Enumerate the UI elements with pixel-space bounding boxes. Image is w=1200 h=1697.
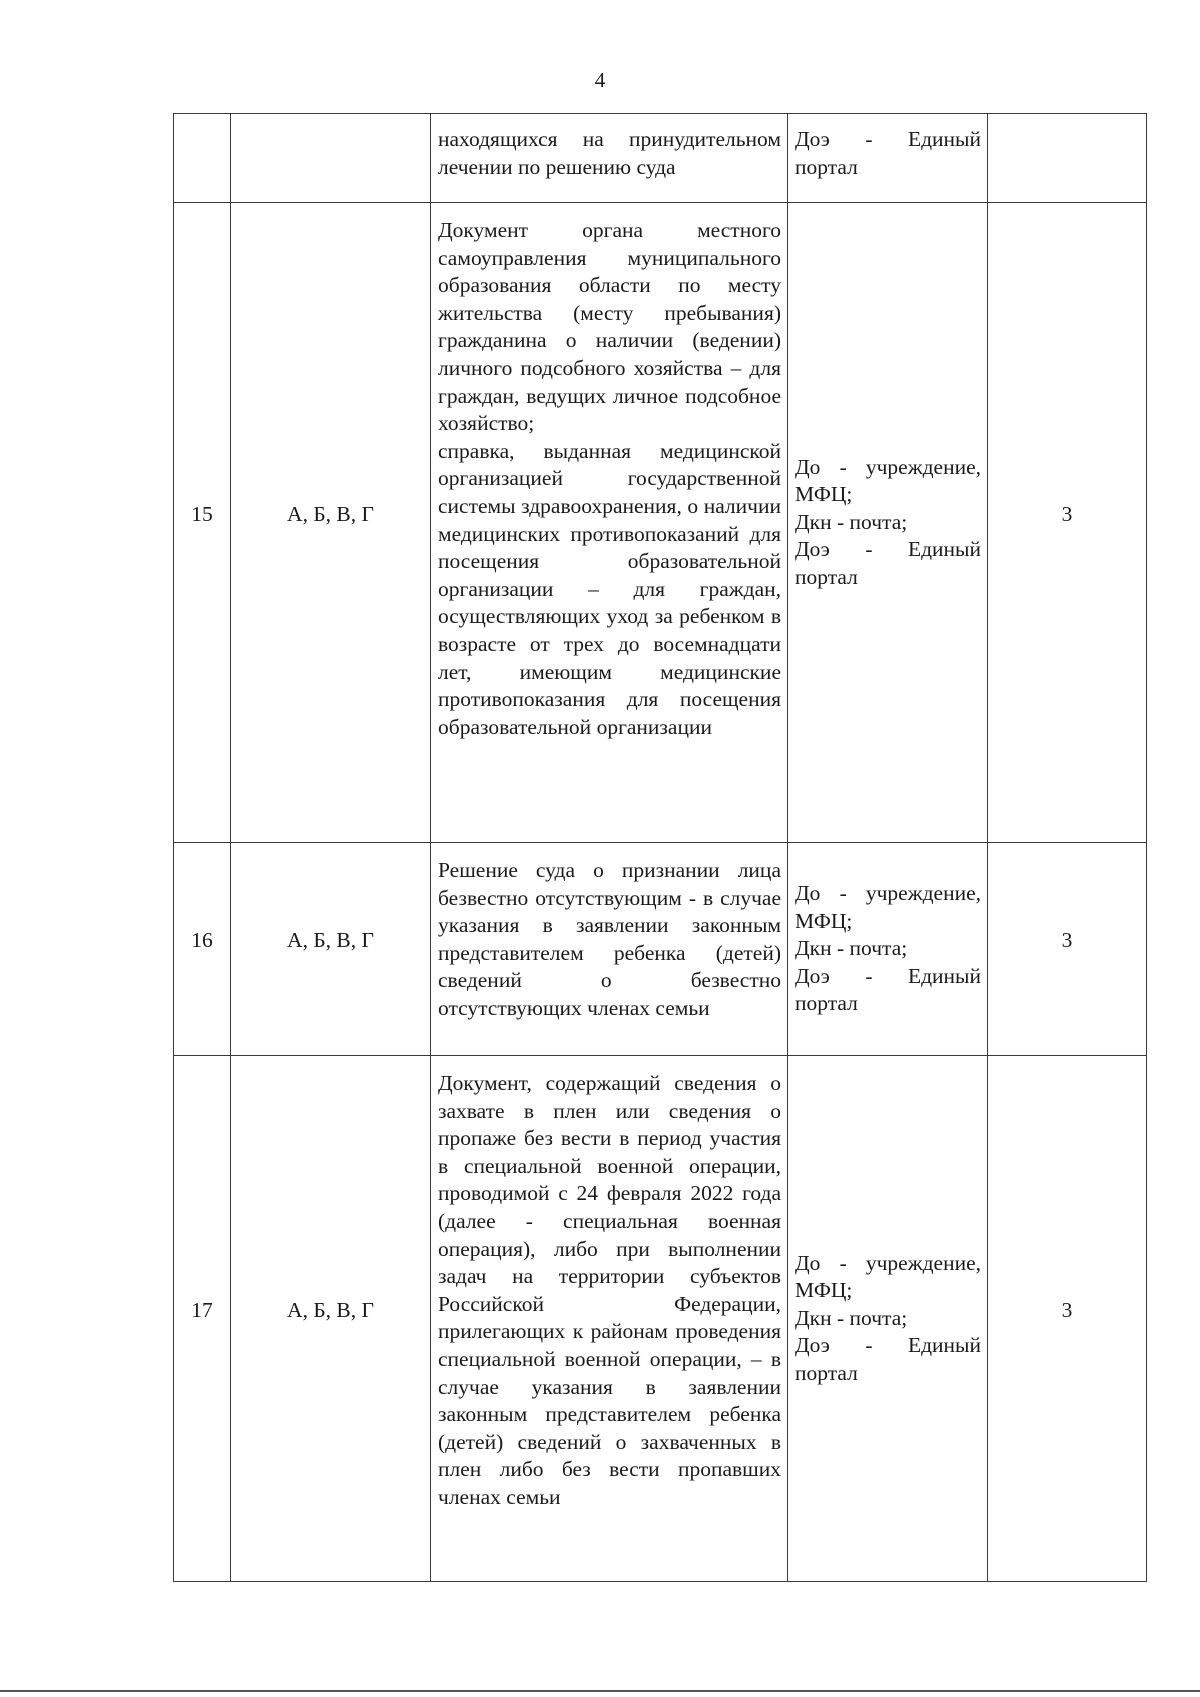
- source-text: До - учреждение, МФЦ; Дкн - почта; Доэ - Единый портал: [795, 454, 981, 589]
- document-cell: [431, 1056, 788, 1582]
- document-cell: [431, 203, 788, 843]
- scan-edge-line: [0, 1690, 1200, 1692]
- table-row: [174, 203, 1147, 843]
- row-number-cell: [174, 843, 231, 1056]
- row-number: 15: [191, 501, 213, 526]
- categories-cell: [231, 203, 431, 843]
- categories-text: А, Б, В, Г: [287, 928, 374, 953]
- document-text: Документ, содержащий сведения о захвате в плен или сведения о пропаже без вести в период участия в специальной военной операции, проводимой с 24 февраля 2022 года (далее - специальная военная операция), либо при выполнении задач на территории субъектов Российской Федерации, прилегающих к районам проведения специальной военной операции, – в случае указания в заявлении законным представителем ребенка (детей) сведений о захваченных в плен либо без вести пропавших членах семьи: [438, 1071, 781, 1509]
- categories-cell: [231, 114, 431, 203]
- document-text: Решение суда о признании лица безвестно отсутствующим - в случае указания в заявлении законным представителем ребенка (детей) сведений о безвестно отсутствующих членах семьи: [438, 858, 781, 1020]
- source-cell: [788, 114, 988, 203]
- categories-text: А, Б, В, Г: [287, 1297, 374, 1322]
- days-value: 3: [1061, 1297, 1073, 1322]
- page-number: 4: [594, 68, 606, 92]
- row-number: 16: [191, 928, 213, 953]
- documents-table: [173, 113, 1147, 1582]
- source-cell: [788, 843, 988, 1056]
- document-text: Документ органа местного самоуправления муниципального образования области по месту жительства (месту пребывания) гражданина о наличии (ведении) личного подсобного хозяйства – для граждан, ведущих личное подсобное хозяйство; справка, выданная медицинской организацией государственной системы здравоохранения, о наличии медицинских противопоказаний для посещения образовательной организации – для граждан, осуществляющих уход за ребенком в возрасте от трех до восемнадцати лет, имеющим медицинские противопоказания для посещения образовательной организации: [438, 218, 781, 739]
- row-number-cell: [174, 1056, 231, 1582]
- days-cell: [988, 843, 1147, 1056]
- table-row: [174, 1056, 1147, 1582]
- source-text: Доэ - Единый портал: [795, 127, 981, 179]
- row-number-cell: [174, 114, 231, 203]
- source-cell: [788, 1056, 988, 1582]
- document-cell: [431, 114, 788, 203]
- categories-text: А, Б, В, Г: [287, 501, 374, 526]
- days-value: 3: [1061, 928, 1073, 953]
- row-number: 17: [191, 1297, 213, 1322]
- days-cell: [988, 114, 1147, 203]
- categories-cell: [231, 1056, 431, 1582]
- document-text: находящихся на принудительном лечении по решению суда: [438, 127, 781, 179]
- source-cell: [788, 203, 988, 843]
- source-text: До - учреждение, МФЦ; Дкн - почта; Доэ - Единый портал: [795, 881, 981, 1016]
- row-number-cell: [174, 203, 231, 843]
- table-row: [174, 114, 1147, 203]
- days-value: 3: [1061, 501, 1073, 526]
- table-row: [174, 843, 1147, 1056]
- categories-cell: [231, 843, 431, 1056]
- source-text: До - учреждение, МФЦ; Дкн - почта; Доэ - Единый портал: [795, 1250, 981, 1385]
- days-cell: [988, 1056, 1147, 1582]
- days-cell: [988, 203, 1147, 843]
- document-cell: [431, 843, 788, 1056]
